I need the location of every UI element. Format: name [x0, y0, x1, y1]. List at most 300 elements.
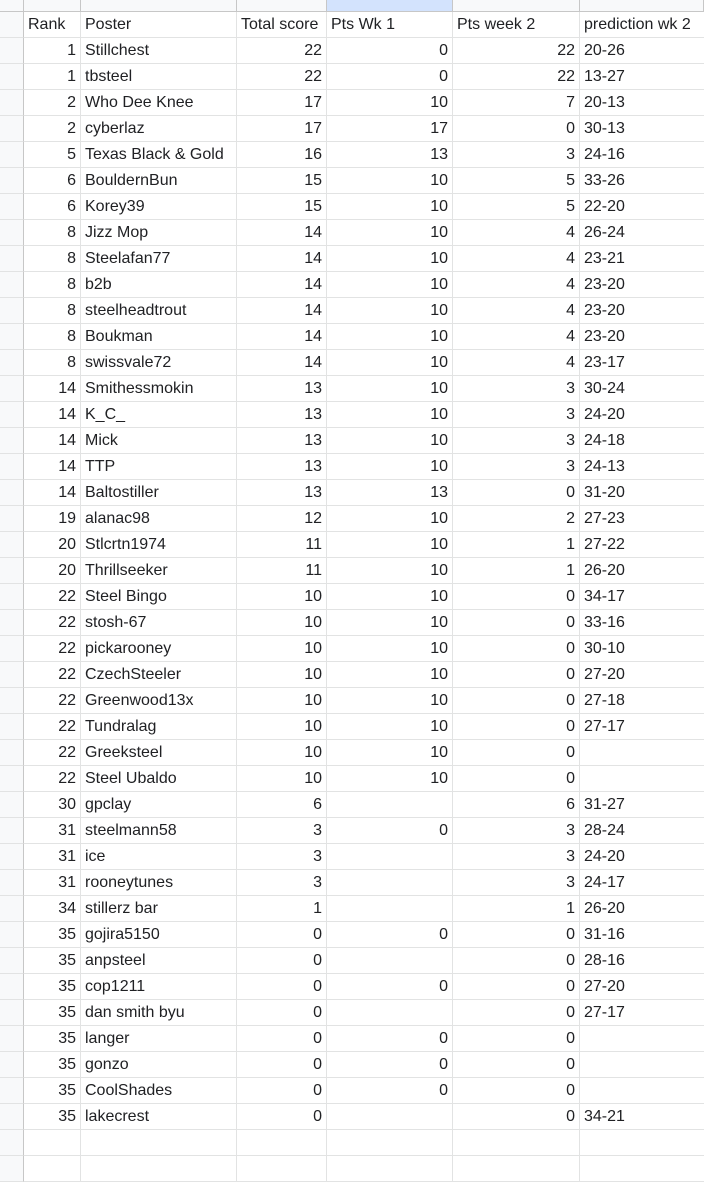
- cell-pts-wk2[interactable]: 4: [453, 272, 580, 298]
- cell-prediction[interactable]: 30-13: [580, 116, 704, 142]
- cell-poster[interactable]: stillerz bar: [81, 896, 237, 922]
- cell-pts-wk2[interactable]: 0: [453, 688, 580, 714]
- cell-prediction[interactable]: 28-16: [580, 948, 704, 974]
- row-number[interactable]: [0, 12, 24, 38]
- cell-rank[interactable]: 35: [24, 974, 81, 1000]
- cell-prediction[interactable]: [580, 740, 704, 766]
- cell-prediction[interactable]: 27-20: [580, 662, 704, 688]
- cell-prediction[interactable]: 27-22: [580, 532, 704, 558]
- cell-pts-wk1[interactable]: 10: [327, 402, 453, 428]
- row-number[interactable]: [0, 168, 24, 194]
- cell-pts-wk1[interactable]: 0: [327, 1052, 453, 1078]
- row-number[interactable]: [0, 298, 24, 324]
- cell-poster[interactable]: steelmann58: [81, 818, 237, 844]
- cell-prediction[interactable]: 26-24: [580, 220, 704, 246]
- cell-total-score[interactable]: 0: [237, 1026, 327, 1052]
- cell-total-score[interactable]: 15: [237, 194, 327, 220]
- cell-total-score[interactable]: 17: [237, 116, 327, 142]
- cell-poster[interactable]: [81, 1130, 237, 1156]
- cell-pts-wk1[interactable]: 10: [327, 272, 453, 298]
- cell-pts-wk1[interactable]: 10: [327, 168, 453, 194]
- cell-pts-wk2[interactable]: 3: [453, 428, 580, 454]
- cell-pts-wk1[interactable]: 10: [327, 376, 453, 402]
- row-number[interactable]: [0, 818, 24, 844]
- cell-pts-wk1[interactable]: 10: [327, 324, 453, 350]
- cell-pts-wk2[interactable]: 5: [453, 194, 580, 220]
- cell-total-score[interactable]: 0: [237, 1000, 327, 1026]
- cell-pts-wk2[interactable]: 3: [453, 870, 580, 896]
- cell-pts-wk1[interactable]: 10: [327, 636, 453, 662]
- row-number[interactable]: [0, 194, 24, 220]
- cell-total-score[interactable]: 3: [237, 818, 327, 844]
- cell-rank[interactable]: [24, 1156, 81, 1182]
- cell-total-score[interactable]: 13: [237, 402, 327, 428]
- cell-prediction[interactable]: [580, 1156, 704, 1182]
- cell-poster[interactable]: Steel Bingo: [81, 584, 237, 610]
- cell-prediction[interactable]: 22-20: [580, 194, 704, 220]
- cell-pts-wk1[interactable]: [327, 792, 453, 818]
- header-rank[interactable]: Rank: [24, 12, 81, 38]
- cell-poster[interactable]: Steelafan77: [81, 246, 237, 272]
- cell-pts-wk1[interactable]: 10: [327, 220, 453, 246]
- cell-poster[interactable]: tbsteel: [81, 64, 237, 90]
- cell-rank[interactable]: 22: [24, 584, 81, 610]
- cell-pts-wk1[interactable]: 0: [327, 38, 453, 64]
- cell-total-score[interactable]: 12: [237, 506, 327, 532]
- cell-prediction[interactable]: 13-27: [580, 64, 704, 90]
- cell-rank[interactable]: 14: [24, 402, 81, 428]
- cell-pts-wk2[interactable]: 3: [453, 142, 580, 168]
- cell-poster[interactable]: Smithessmokin: [81, 376, 237, 402]
- row-number[interactable]: [0, 532, 24, 558]
- cell-total-score[interactable]: 10: [237, 662, 327, 688]
- cell-pts-wk2[interactable]: 0: [453, 714, 580, 740]
- cell-poster[interactable]: stosh-67: [81, 610, 237, 636]
- cell-poster[interactable]: Korey39: [81, 194, 237, 220]
- cell-total-score[interactable]: 6: [237, 792, 327, 818]
- cell-poster[interactable]: Tundralag: [81, 714, 237, 740]
- cell-pts-wk1[interactable]: 10: [327, 584, 453, 610]
- cell-rank[interactable]: 35: [24, 1000, 81, 1026]
- cell-total-score[interactable]: 14: [237, 220, 327, 246]
- cell-total-score[interactable]: 0: [237, 922, 327, 948]
- row-number[interactable]: [0, 454, 24, 480]
- cell-rank[interactable]: 35: [24, 922, 81, 948]
- cell-pts-wk2[interactable]: 1: [453, 558, 580, 584]
- cell-rank[interactable]: 20: [24, 532, 81, 558]
- cell-prediction[interactable]: 23-20: [580, 324, 704, 350]
- cell-pts-wk2[interactable]: 3: [453, 454, 580, 480]
- cell-pts-wk2[interactable]: 3: [453, 844, 580, 870]
- cell-total-score[interactable]: 10: [237, 714, 327, 740]
- cell-rank[interactable]: 6: [24, 168, 81, 194]
- cell-rank[interactable]: 6: [24, 194, 81, 220]
- cell-poster[interactable]: BouldernBun: [81, 168, 237, 194]
- header-poster[interactable]: Poster: [81, 12, 237, 38]
- cell-pts-wk1[interactable]: 0: [327, 64, 453, 90]
- cell-pts-wk2[interactable]: 4: [453, 298, 580, 324]
- cell-pts-wk1[interactable]: [327, 1156, 453, 1182]
- cell-prediction[interactable]: 34-17: [580, 584, 704, 610]
- cell-poster[interactable]: K_C_: [81, 402, 237, 428]
- cell-prediction[interactable]: 33-26: [580, 168, 704, 194]
- cell-prediction[interactable]: [580, 766, 704, 792]
- cell-prediction[interactable]: 24-16: [580, 142, 704, 168]
- cell-total-score[interactable]: 0: [237, 974, 327, 1000]
- cell-pts-wk1[interactable]: [327, 1104, 453, 1130]
- cell-total-score[interactable]: 10: [237, 688, 327, 714]
- header-pts-wk2[interactable]: Pts week 2: [453, 12, 580, 38]
- row-number[interactable]: [0, 740, 24, 766]
- cell-poster[interactable]: Jizz Mop: [81, 220, 237, 246]
- row-number[interactable]: [0, 428, 24, 454]
- cell-pts-wk1[interactable]: 10: [327, 350, 453, 376]
- row-number[interactable]: [0, 922, 24, 948]
- cell-total-score[interactable]: 22: [237, 38, 327, 64]
- row-number[interactable]: [0, 974, 24, 1000]
- cell-pts-wk1[interactable]: 10: [327, 688, 453, 714]
- row-number[interactable]: [0, 870, 24, 896]
- cell-rank[interactable]: 22: [24, 766, 81, 792]
- cell-total-score[interactable]: 10: [237, 740, 327, 766]
- row-number[interactable]: [0, 324, 24, 350]
- cell-pts-wk1[interactable]: 13: [327, 142, 453, 168]
- row-number[interactable]: [0, 1130, 24, 1156]
- cell-pts-wk1[interactable]: 0: [327, 1026, 453, 1052]
- cell-prediction[interactable]: 24-17: [580, 870, 704, 896]
- cell-poster[interactable]: lakecrest: [81, 1104, 237, 1130]
- cell-rank[interactable]: 22: [24, 714, 81, 740]
- cell-poster[interactable]: Thrillseeker: [81, 558, 237, 584]
- cell-pts-wk1[interactable]: [327, 948, 453, 974]
- cell-pts-wk2[interactable]: 4: [453, 350, 580, 376]
- cell-prediction[interactable]: 24-13: [580, 454, 704, 480]
- cell-pts-wk1[interactable]: [327, 1000, 453, 1026]
- header-pts-wk1[interactable]: Pts Wk 1: [327, 12, 453, 38]
- cell-rank[interactable]: 31: [24, 844, 81, 870]
- cell-rank[interactable]: 35: [24, 948, 81, 974]
- cell-pts-wk2[interactable]: 4: [453, 246, 580, 272]
- cell-pts-wk2[interactable]: 0: [453, 584, 580, 610]
- column-header-wk1-selected[interactable]: [327, 0, 453, 12]
- cell-pts-wk2[interactable]: 3: [453, 818, 580, 844]
- cell-rank[interactable]: 8: [24, 272, 81, 298]
- cell-pts-wk1[interactable]: 0: [327, 974, 453, 1000]
- cell-prediction[interactable]: 24-18: [580, 428, 704, 454]
- column-header-wk2[interactable]: [453, 0, 580, 12]
- cell-rank[interactable]: 20: [24, 558, 81, 584]
- cell-pts-wk1[interactable]: 10: [327, 714, 453, 740]
- cell-total-score[interactable]: 14: [237, 246, 327, 272]
- row-number[interactable]: [0, 844, 24, 870]
- cell-poster[interactable]: cyberlaz: [81, 116, 237, 142]
- cell-poster[interactable]: CzechSteeler: [81, 662, 237, 688]
- row-number[interactable]: [0, 402, 24, 428]
- cell-prediction[interactable]: 27-18: [580, 688, 704, 714]
- cell-poster[interactable]: Boukman: [81, 324, 237, 350]
- cell-prediction[interactable]: 27-23: [580, 506, 704, 532]
- cell-rank[interactable]: 14: [24, 454, 81, 480]
- cell-pts-wk2[interactable]: 0: [453, 766, 580, 792]
- cell-pts-wk2[interactable]: 0: [453, 740, 580, 766]
- cell-poster[interactable]: rooneytunes: [81, 870, 237, 896]
- cell-poster[interactable]: pickarooney: [81, 636, 237, 662]
- cell-total-score[interactable]: 11: [237, 532, 327, 558]
- cell-pts-wk1[interactable]: 0: [327, 1078, 453, 1104]
- row-number[interactable]: [0, 246, 24, 272]
- cell-prediction[interactable]: 23-17: [580, 350, 704, 376]
- cell-pts-wk1[interactable]: 10: [327, 662, 453, 688]
- cell-poster[interactable]: Stillchest: [81, 38, 237, 64]
- cell-pts-wk2[interactable]: 0: [453, 662, 580, 688]
- cell-pts-wk2[interactable]: 1: [453, 532, 580, 558]
- row-number[interactable]: [0, 64, 24, 90]
- cell-poster[interactable]: b2b: [81, 272, 237, 298]
- cell-pts-wk2[interactable]: 0: [453, 636, 580, 662]
- cell-rank[interactable]: 2: [24, 90, 81, 116]
- cell-poster[interactable]: CoolShades: [81, 1078, 237, 1104]
- cell-total-score[interactable]: 3: [237, 844, 327, 870]
- row-number[interactable]: [0, 376, 24, 402]
- cell-pts-wk1[interactable]: 10: [327, 454, 453, 480]
- cell-total-score[interactable]: 14: [237, 298, 327, 324]
- cell-rank[interactable]: 22: [24, 662, 81, 688]
- row-number[interactable]: [0, 558, 24, 584]
- cell-total-score[interactable]: 10: [237, 610, 327, 636]
- cell-pts-wk2[interactable]: 0: [453, 974, 580, 1000]
- cell-pts-wk1[interactable]: 0: [327, 922, 453, 948]
- cell-rank[interactable]: 31: [24, 818, 81, 844]
- cell-rank[interactable]: 35: [24, 1026, 81, 1052]
- cell-pts-wk1[interactable]: 10: [327, 506, 453, 532]
- cell-total-score[interactable]: 10: [237, 636, 327, 662]
- cell-poster[interactable]: gojira5150: [81, 922, 237, 948]
- cell-pts-wk1[interactable]: 0: [327, 818, 453, 844]
- cell-rank[interactable]: 14: [24, 428, 81, 454]
- cell-total-score[interactable]: 3: [237, 870, 327, 896]
- cell-prediction[interactable]: 27-20: [580, 974, 704, 1000]
- cell-prediction[interactable]: 23-20: [580, 272, 704, 298]
- row-number[interactable]: [0, 948, 24, 974]
- cell-total-score[interactable]: 17: [237, 90, 327, 116]
- cell-pts-wk1[interactable]: 10: [327, 428, 453, 454]
- row-number[interactable]: [0, 1052, 24, 1078]
- cell-total-score[interactable]: 0: [237, 1078, 327, 1104]
- cell-rank[interactable]: 1: [24, 38, 81, 64]
- cell-prediction[interactable]: 31-20: [580, 480, 704, 506]
- cell-pts-wk1[interactable]: 10: [327, 766, 453, 792]
- cell-rank[interactable]: 5: [24, 142, 81, 168]
- cell-total-score[interactable]: 16: [237, 142, 327, 168]
- cell-total-score[interactable]: 22: [237, 64, 327, 90]
- cell-poster[interactable]: Greenwood13x: [81, 688, 237, 714]
- row-number[interactable]: [0, 584, 24, 610]
- cell-prediction[interactable]: 23-20: [580, 298, 704, 324]
- cell-prediction[interactable]: 24-20: [580, 402, 704, 428]
- cell-pts-wk2[interactable]: 3: [453, 376, 580, 402]
- cell-rank[interactable]: 22: [24, 610, 81, 636]
- cell-pts-wk1[interactable]: 10: [327, 532, 453, 558]
- cell-pts-wk1[interactable]: [327, 1130, 453, 1156]
- cell-prediction[interactable]: 20-13: [580, 90, 704, 116]
- cell-prediction[interactable]: 23-21: [580, 246, 704, 272]
- cell-poster[interactable]: Baltostiller: [81, 480, 237, 506]
- cell-pts-wk2[interactable]: 0: [453, 610, 580, 636]
- corner-header[interactable]: [0, 0, 24, 12]
- cell-prediction[interactable]: 30-10: [580, 636, 704, 662]
- cell-pts-wk2[interactable]: 0: [453, 1000, 580, 1026]
- row-number[interactable]: [0, 766, 24, 792]
- cell-total-score[interactable]: 0: [237, 948, 327, 974]
- row-number[interactable]: [0, 1026, 24, 1052]
- cell-rank[interactable]: 35: [24, 1052, 81, 1078]
- cell-prediction[interactable]: 27-17: [580, 714, 704, 740]
- row-number[interactable]: [0, 688, 24, 714]
- cell-pts-wk1[interactable]: 10: [327, 610, 453, 636]
- cell-rank[interactable]: 8: [24, 350, 81, 376]
- cell-pts-wk1[interactable]: [327, 844, 453, 870]
- cell-total-score[interactable]: 13: [237, 376, 327, 402]
- cell-prediction[interactable]: 26-20: [580, 896, 704, 922]
- cell-pts-wk2[interactable]: 0: [453, 116, 580, 142]
- cell-poster[interactable]: Mick: [81, 428, 237, 454]
- cell-pts-wk1[interactable]: 10: [327, 298, 453, 324]
- cell-total-score[interactable]: 10: [237, 766, 327, 792]
- cell-total-score[interactable]: 13: [237, 480, 327, 506]
- column-header-pred[interactable]: [580, 0, 704, 12]
- row-number[interactable]: [0, 636, 24, 662]
- cell-rank[interactable]: 22: [24, 688, 81, 714]
- cell-pts-wk2[interactable]: [453, 1130, 580, 1156]
- cell-poster[interactable]: ice: [81, 844, 237, 870]
- row-number[interactable]: [0, 792, 24, 818]
- cell-prediction[interactable]: 20-26: [580, 38, 704, 64]
- row-number[interactable]: [0, 38, 24, 64]
- row-number[interactable]: [0, 272, 24, 298]
- cell-total-score[interactable]: 0: [237, 1052, 327, 1078]
- row-number[interactable]: [0, 896, 24, 922]
- row-number[interactable]: [0, 480, 24, 506]
- cell-rank[interactable]: 30: [24, 792, 81, 818]
- cell-pts-wk1[interactable]: 10: [327, 194, 453, 220]
- cell-rank[interactable]: 31: [24, 870, 81, 896]
- cell-poster[interactable]: Greeksteel: [81, 740, 237, 766]
- cell-prediction[interactable]: 27-17: [580, 1000, 704, 1026]
- cell-prediction[interactable]: [580, 1130, 704, 1156]
- cell-prediction[interactable]: [580, 1026, 704, 1052]
- cell-prediction[interactable]: 28-24: [580, 818, 704, 844]
- cell-pts-wk2[interactable]: 0: [453, 480, 580, 506]
- cell-poster[interactable]: swissvale72: [81, 350, 237, 376]
- cell-poster[interactable]: anpsteel: [81, 948, 237, 974]
- cell-poster[interactable]: langer: [81, 1026, 237, 1052]
- cell-total-score[interactable]: 10: [237, 584, 327, 610]
- cell-poster[interactable]: TTP: [81, 454, 237, 480]
- cell-prediction[interactable]: 30-24: [580, 376, 704, 402]
- header-total-score[interactable]: Total score: [237, 12, 327, 38]
- cell-poster[interactable]: Steel Ubaldo: [81, 766, 237, 792]
- cell-prediction[interactable]: 33-16: [580, 610, 704, 636]
- header-prediction[interactable]: prediction wk 2: [580, 12, 704, 38]
- cell-total-score[interactable]: [237, 1156, 327, 1182]
- cell-rank[interactable]: [24, 1130, 81, 1156]
- cell-rank[interactable]: 8: [24, 298, 81, 324]
- cell-pts-wk1[interactable]: 10: [327, 558, 453, 584]
- cell-poster[interactable]: Stlcrtn1974: [81, 532, 237, 558]
- cell-pts-wk2[interactable]: 1: [453, 896, 580, 922]
- cell-poster[interactable]: dan smith byu: [81, 1000, 237, 1026]
- cell-total-score[interactable]: 14: [237, 272, 327, 298]
- row-number[interactable]: [0, 116, 24, 142]
- cell-pts-wk2[interactable]: 5: [453, 168, 580, 194]
- column-header-rank[interactable]: [24, 0, 81, 12]
- column-header-total[interactable]: [237, 0, 327, 12]
- column-header-poster[interactable]: [81, 0, 237, 12]
- cell-rank[interactable]: 8: [24, 246, 81, 272]
- cell-rank[interactable]: 14: [24, 480, 81, 506]
- cell-total-score[interactable]: 13: [237, 428, 327, 454]
- cell-prediction[interactable]: 34-21: [580, 1104, 704, 1130]
- cell-pts-wk2[interactable]: 7: [453, 90, 580, 116]
- row-number[interactable]: [0, 1000, 24, 1026]
- row-number[interactable]: [0, 90, 24, 116]
- row-number[interactable]: [0, 142, 24, 168]
- row-number[interactable]: [0, 350, 24, 376]
- row-number[interactable]: [0, 1156, 24, 1182]
- cell-rank[interactable]: 22: [24, 636, 81, 662]
- cell-total-score[interactable]: 11: [237, 558, 327, 584]
- row-number[interactable]: [0, 714, 24, 740]
- cell-prediction[interactable]: 26-20: [580, 558, 704, 584]
- cell-rank[interactable]: 34: [24, 896, 81, 922]
- cell-pts-wk2[interactable]: 0: [453, 1026, 580, 1052]
- cell-pts-wk2[interactable]: 6: [453, 792, 580, 818]
- cell-total-score[interactable]: 15: [237, 168, 327, 194]
- cell-total-score[interactable]: 14: [237, 350, 327, 376]
- cell-pts-wk2[interactable]: 4: [453, 220, 580, 246]
- cell-total-score[interactable]: 13: [237, 454, 327, 480]
- cell-pts-wk2[interactable]: 0: [453, 1078, 580, 1104]
- cell-rank[interactable]: 22: [24, 740, 81, 766]
- cell-total-score[interactable]: 1: [237, 896, 327, 922]
- cell-poster[interactable]: gonzo: [81, 1052, 237, 1078]
- cell-prediction[interactable]: [580, 1052, 704, 1078]
- cell-rank[interactable]: 8: [24, 324, 81, 350]
- cell-pts-wk2[interactable]: 3: [453, 402, 580, 428]
- cell-prediction[interactable]: 31-27: [580, 792, 704, 818]
- cell-poster[interactable]: cop1211: [81, 974, 237, 1000]
- cell-poster[interactable]: alanac98: [81, 506, 237, 532]
- cell-prediction[interactable]: [580, 1078, 704, 1104]
- cell-poster[interactable]: Who Dee Knee: [81, 90, 237, 116]
- cell-rank[interactable]: 35: [24, 1104, 81, 1130]
- cell-prediction[interactable]: 31-16: [580, 922, 704, 948]
- cell-poster[interactable]: [81, 1156, 237, 1182]
- cell-pts-wk1[interactable]: [327, 870, 453, 896]
- cell-pts-wk1[interactable]: 10: [327, 740, 453, 766]
- cell-prediction[interactable]: 24-20: [580, 844, 704, 870]
- cell-pts-wk1[interactable]: 17: [327, 116, 453, 142]
- cell-total-score[interactable]: 0: [237, 1104, 327, 1130]
- cell-pts-wk2[interactable]: 2: [453, 506, 580, 532]
- cell-rank[interactable]: 14: [24, 376, 81, 402]
- cell-pts-wk2[interactable]: 0: [453, 922, 580, 948]
- cell-pts-wk2[interactable]: 0: [453, 948, 580, 974]
- cell-pts-wk1[interactable]: 13: [327, 480, 453, 506]
- cell-rank[interactable]: 19: [24, 506, 81, 532]
- cell-rank[interactable]: 1: [24, 64, 81, 90]
- cell-rank[interactable]: 8: [24, 220, 81, 246]
